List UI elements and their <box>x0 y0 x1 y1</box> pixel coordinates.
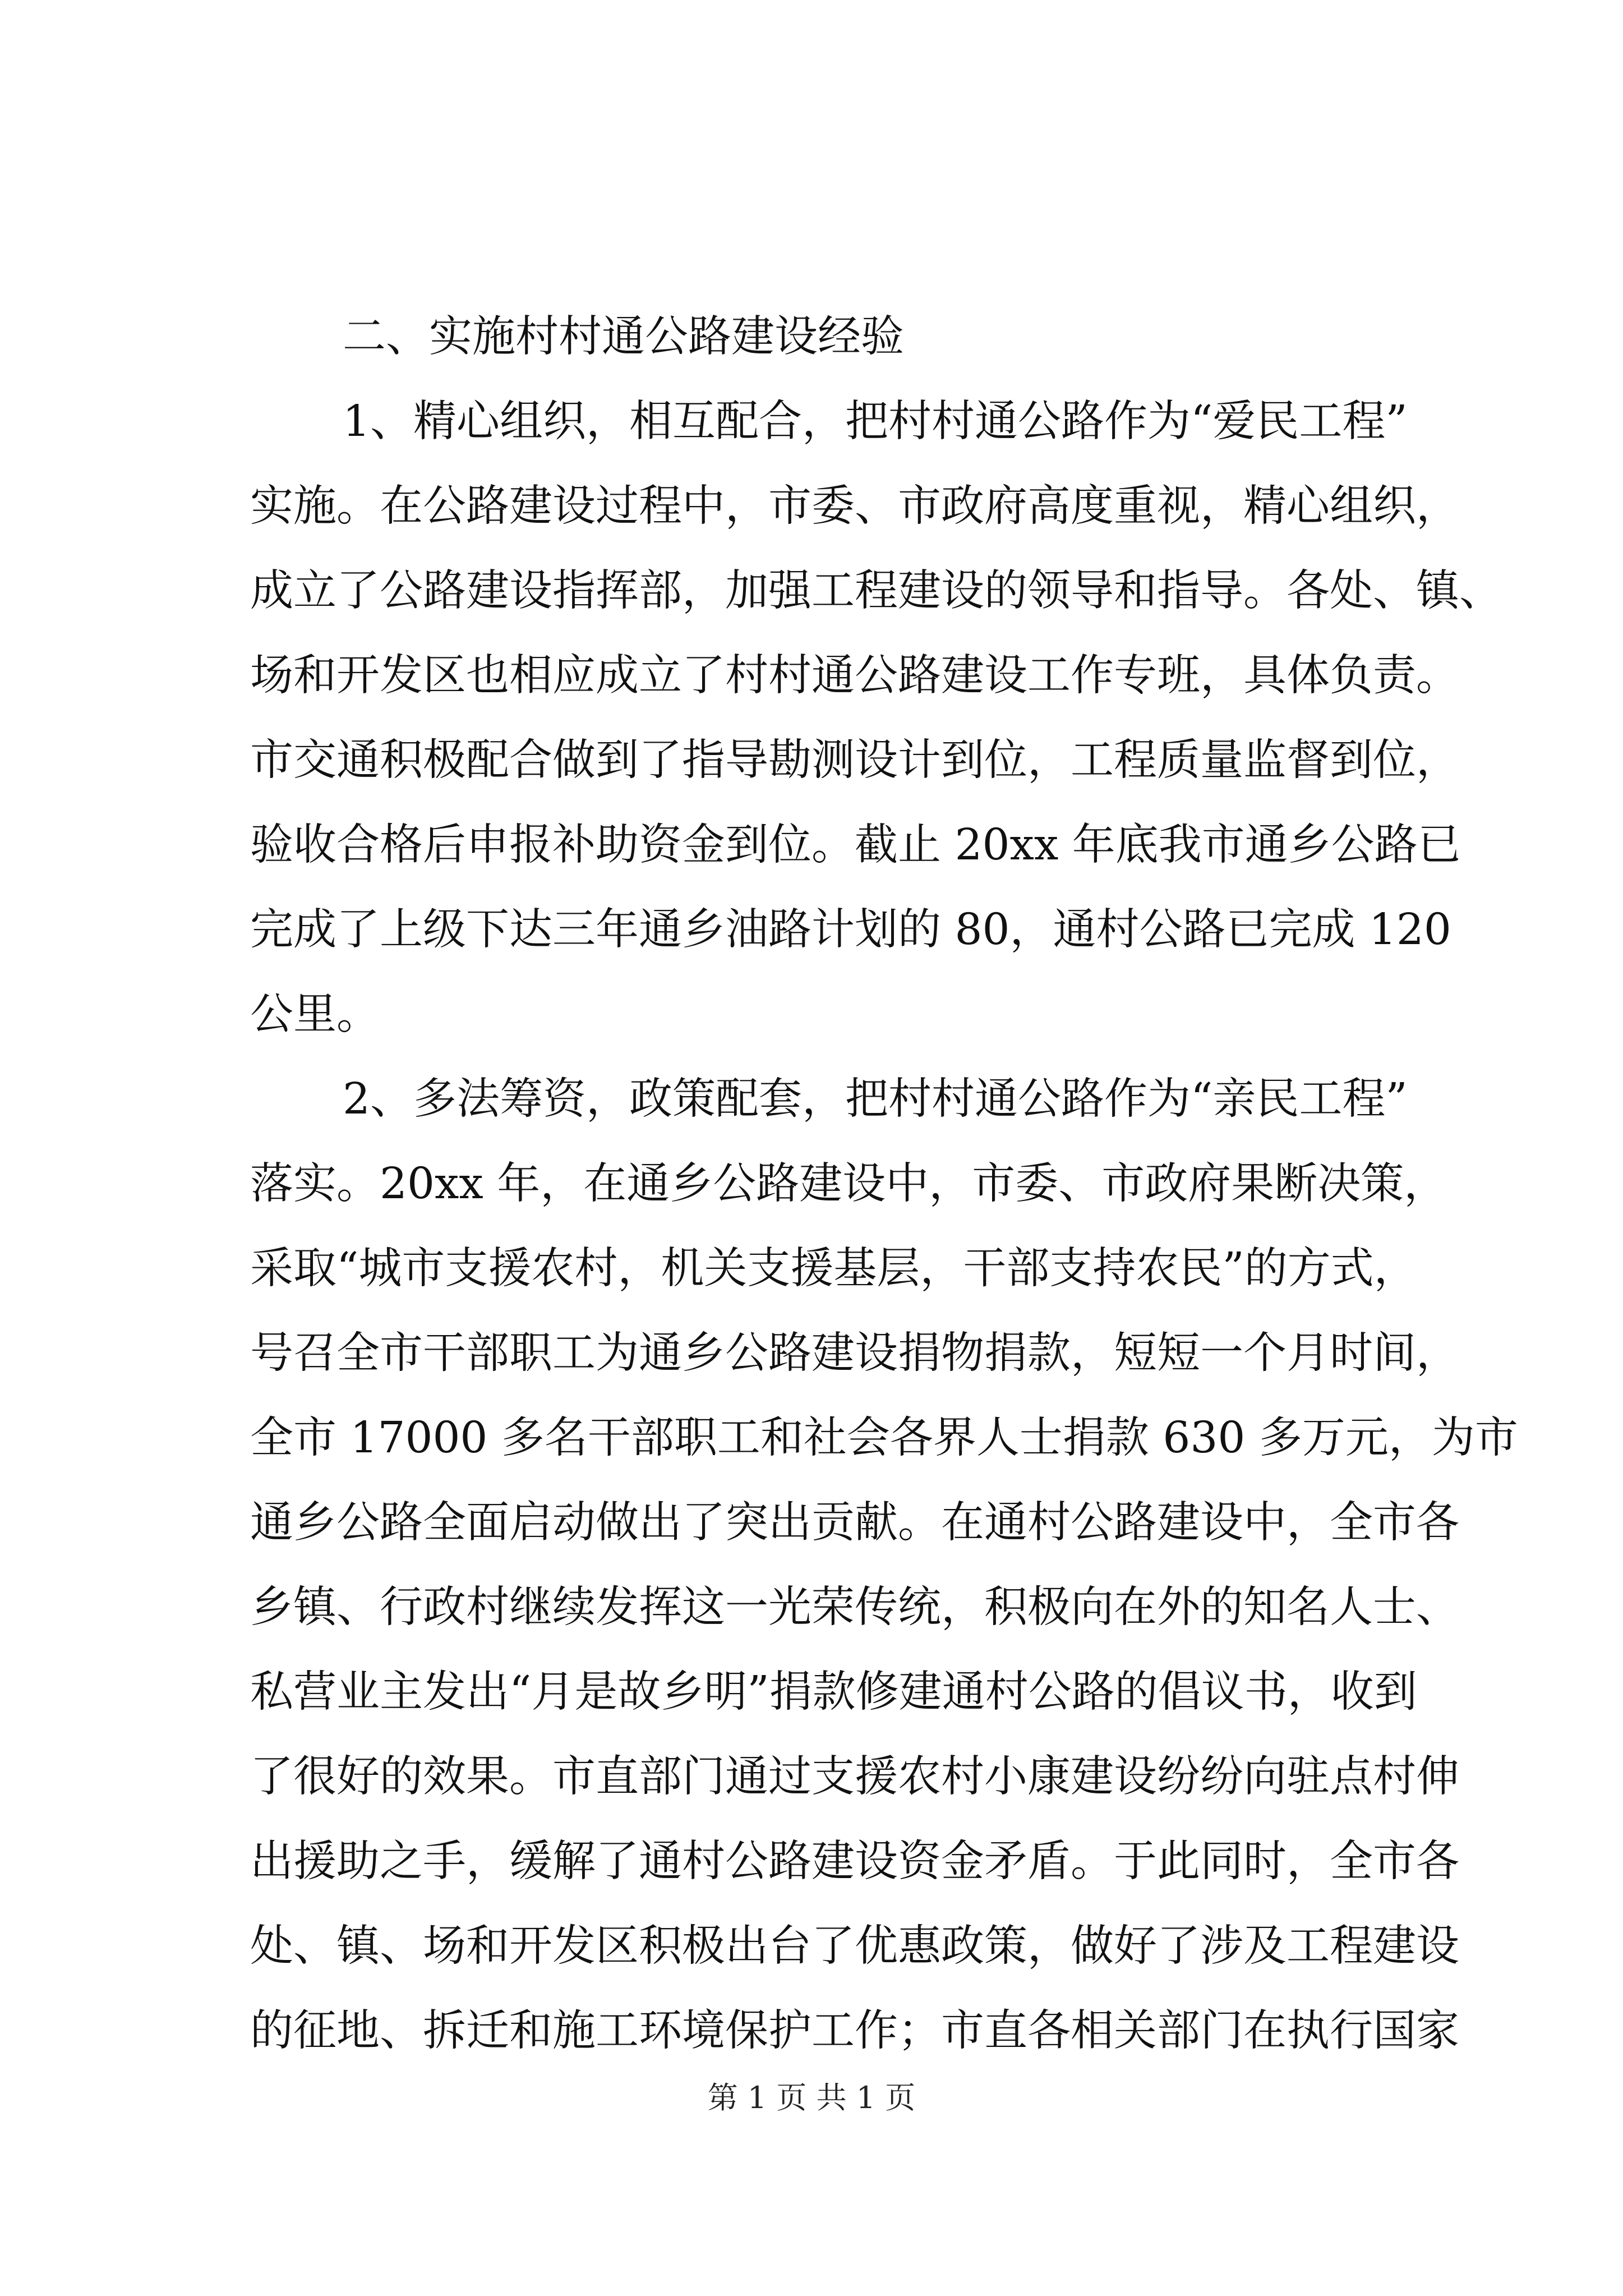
paragraph-line: 市交通积极配合做到了指导勘测设计到位，工程质量监督到位， <box>250 735 1459 785</box>
paragraph-line: 完成了上级下达三年通乡油路计划的 80，通村公路已完成 120 <box>250 905 1451 955</box>
document-body <box>250 295 1518 2073</box>
paragraph-line: 2、多法筹资，政策配套，把村村通公路作为“亲民工程” <box>343 1074 1408 1124</box>
paragraph-line: 1、精心组织，相互配合，把村村通公路作为“爱民工程” <box>343 397 1408 447</box>
paragraph-line: 乡镇、行政村继续发挥这一光荣传统，积极向在外的知名人士、 <box>250 1582 1459 1632</box>
paragraph-line: 全市 17000 多名干部职工和社会各界人士捐款 630 多万元，为市 <box>250 1413 1518 1463</box>
paragraph-line: 通乡公路全面启动做出了突出贡献。在通村公路建设中，全市各 <box>250 1498 1459 1548</box>
paragraph-line: 了很好的效果。市直部门通过支援农村小康建设纷纷向驻点村伸 <box>250 1752 1459 1802</box>
paragraph-line: 处、镇、场和开发区积极出台了优惠政策，做好了涉及工程建设 <box>250 1921 1459 1971</box>
paragraph-line: 公里。 <box>250 990 380 1039</box>
paragraph-line: 落实。20xx 年，在通乡公路建设中，市委、市政府果断决策， <box>250 1159 1447 1209</box>
paragraph-line: 私营业主发出“月是故乡明”捐款修建通村公路的倡议书，收到 <box>250 1667 1417 1717</box>
paragraph-line: 验收合格后申报补助资金到位。截止 20xx 年底我市通乡公路已 <box>250 820 1461 870</box>
paragraph-line: 采取“城市支援农村，机关支援基层，干部支持农民”的方式， <box>250 1244 1417 1294</box>
section-heading: 二、实施村村通公路建设经验 <box>343 312 904 362</box>
paragraph-line: 出援助之手，缓解了通村公路建设资金矛盾。于此同时，全市各 <box>250 1837 1459 1887</box>
paragraph-line: 号召全市干部职工为通乡公路建设捐物捐款，短短一个月时间， <box>250 1328 1459 1378</box>
paragraph-line: 场和开发区也相应成立了村村通公路建设工作专班，具体负责。 <box>250 651 1459 701</box>
paragraph-line: 成立了公路建设指挥部，加强工程建设的领导和指导。各处、镇、 <box>250 566 1502 616</box>
paragraph-line: 的征地、拆迁和施工环境保护工作；市直各相关部门在执行国家 <box>250 2006 1459 2056</box>
paragraph-line: 实施。在公路建设过程中，市委、市政府高度重视，精心组织， <box>250 481 1459 531</box>
page-footer: 第 1 页 共 1 页 <box>707 2080 916 2115</box>
